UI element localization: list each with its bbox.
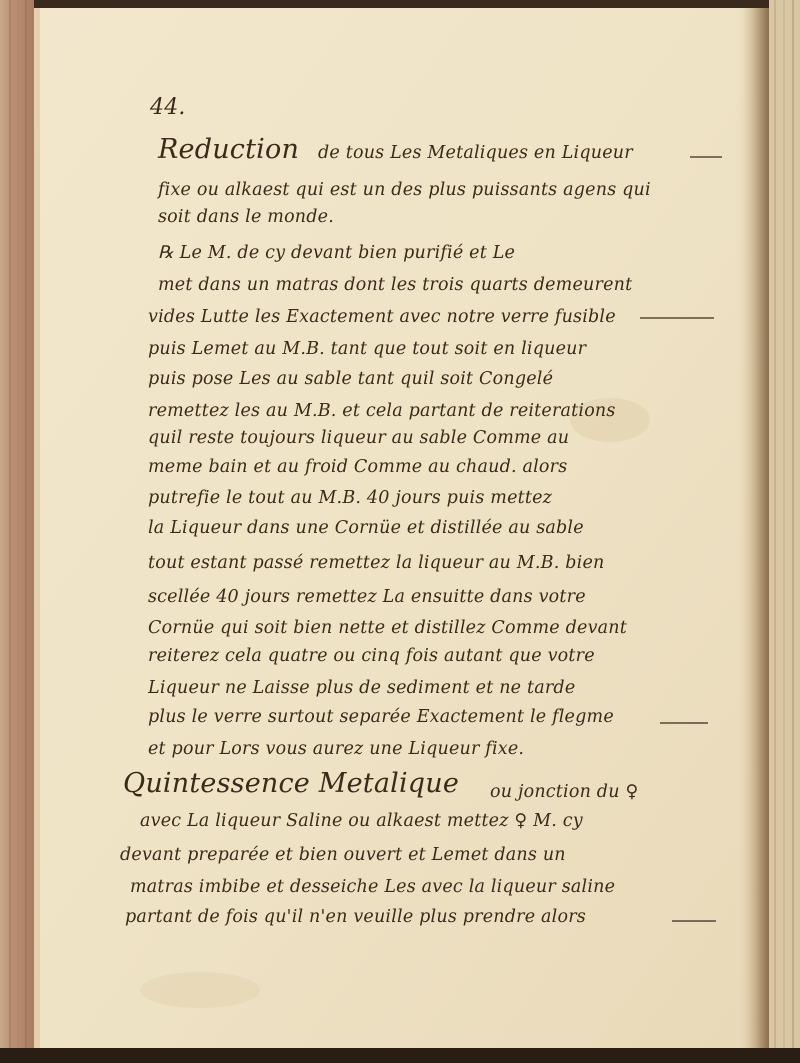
- text-line: reiterez cela quatre ou cinq fois autant que votre: [148, 646, 595, 666]
- text-line: et pour Lors vous aurez une Liqueur fixe.: [148, 739, 525, 759]
- text-line: Cornüe qui soit bien nette et distillez Comme devant: [148, 618, 628, 638]
- text-line: ℞ Le M. de cy devant bien purifié et Le: [158, 243, 516, 263]
- text-line: ou jonction du ♀: [490, 782, 639, 802]
- text-line: soit dans le monde.: [158, 207, 334, 227]
- text-line: avec La liqueur Saline ou alkaest mettez ♀ M. cy: [140, 811, 583, 831]
- page-number: 44.: [150, 95, 186, 120]
- text-line: quil reste toujours liqueur au sable Comme au: [148, 428, 570, 448]
- text-line: puis Lemet au M.B. tant que tout soit en liqueur: [148, 339, 587, 359]
- text-line: tout estant passé remettez la liqueur au M.B. bien: [148, 553, 605, 573]
- text-line: devant preparée et bien ouvert et Lemet dans un: [120, 845, 566, 865]
- text-line: la Liqueur dans une Cornüe et distillée au sable: [148, 518, 584, 538]
- text-line: putrefie le tout au M.B. 40 jours puis mettez: [148, 488, 553, 508]
- text-line: vides Lutte les Exactement avec notre verre fusible: [148, 307, 616, 327]
- text-line: Liqueur ne Laisse plus de sediment et ne tarde: [148, 678, 576, 698]
- text-line: de tous Les Metaliques en Liqueur: [318, 143, 633, 163]
- text-line: puis pose Les au sable tant quil soit Congelé: [148, 369, 554, 389]
- section-heading-reduction: Reduction: [158, 134, 300, 165]
- text-line: fixe ou alkaest qui est un des plus puissants agens qui: [158, 180, 651, 200]
- text-line: scellée 40 jours remettez La ensuitte dans votre: [148, 587, 586, 607]
- text-line: meme bain et au froid Comme au chaud. alors: [148, 457, 568, 477]
- text-line: partant de fois qu'il n'en veuille plus prendre alors: [125, 907, 586, 927]
- text-line: met dans un matras dont les trois quarts demeurent: [158, 275, 633, 295]
- text-line: matras imbibe et desseiche Les avec la liqueur saline: [130, 877, 616, 897]
- text-line: remettez les au M.B. et cela partant de reiterations: [148, 401, 616, 421]
- text-line: plus le verre surtout separée Exactement le flegme: [148, 707, 614, 727]
- section-heading-quintessence: Quintessence Metalique: [123, 768, 460, 799]
